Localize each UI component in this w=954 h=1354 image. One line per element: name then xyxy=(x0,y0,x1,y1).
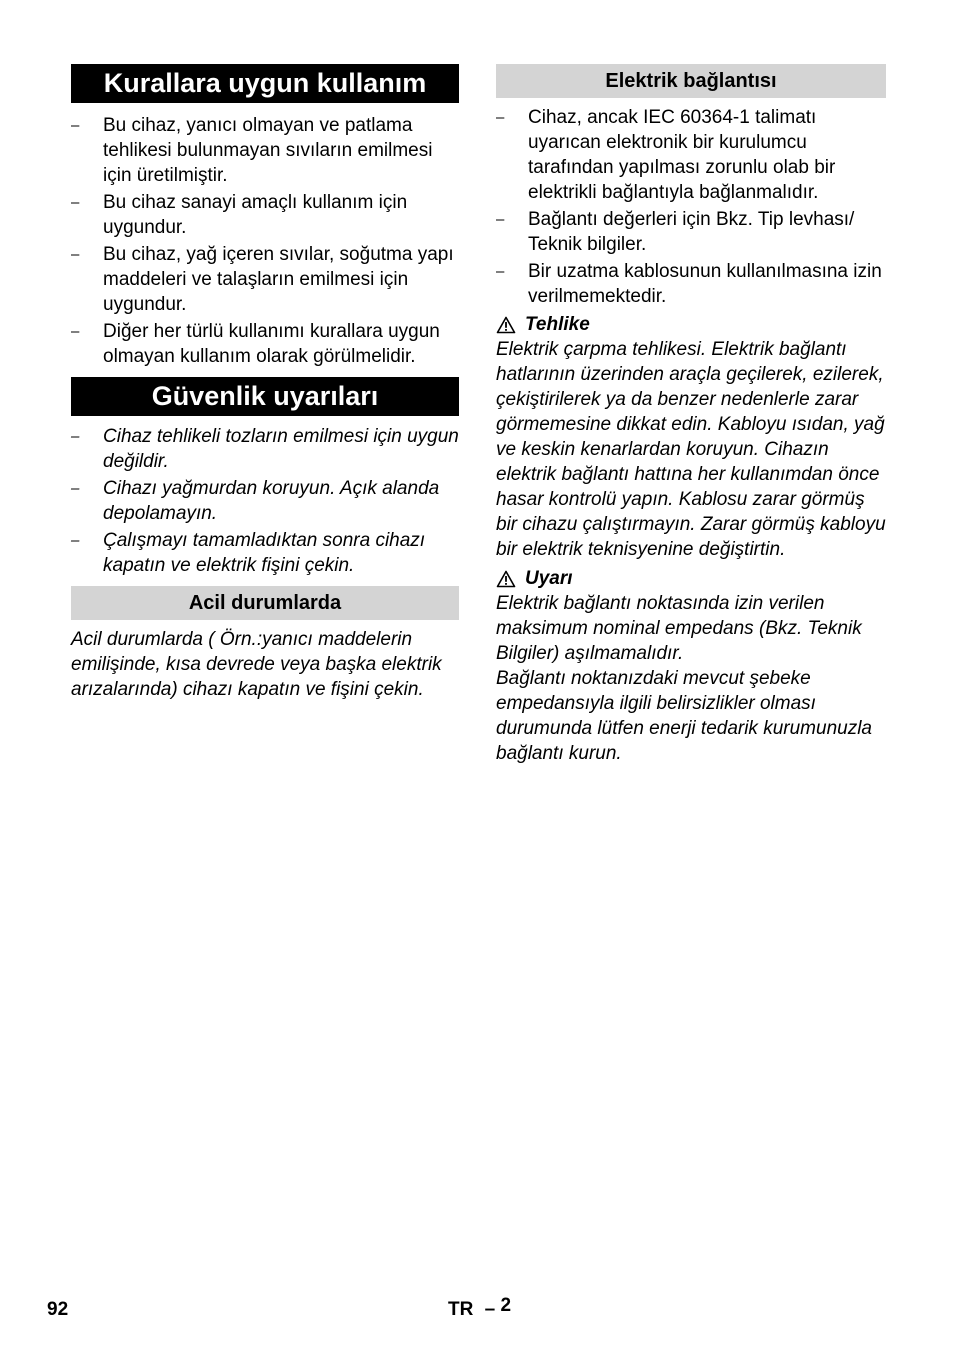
list-dash: – xyxy=(71,246,80,263)
list-item: – Bir uzatma kablosunun kullanılmasına izin verilmemektedir. xyxy=(496,261,882,307)
list-dash: – xyxy=(496,211,505,228)
emergency-text: Acil durumlarda ( Örn.:yanıcı maddelerin emilişinde, kısa devrede veya başka elektrik arızalarında) cihazı kapatın ve fişini çekin. xyxy=(71,629,442,700)
warning-label: Uyarı xyxy=(525,568,573,589)
right-column xyxy=(496,64,886,766)
warning-triangle-icon xyxy=(496,570,516,588)
list-item: – Cihaz tehlikeli tozların emilmesi için uygun değildir. xyxy=(71,426,459,472)
safety-list xyxy=(71,424,459,578)
footer-separator: – xyxy=(484,1299,496,1320)
section-page-number: 2 xyxy=(500,1295,512,1316)
page-number: 92 xyxy=(47,1299,69,1320)
list-item: – Cihaz, ancak IEC 60364-1 talimatı uyarıcan elektronik bir kurulumcu tarafından yapılması zorunlu olab bir elektrikli bağlantıyla bağlanmalıdır. xyxy=(496,107,836,203)
warning-text-2: Bağlantı noktanızdaki mevcut şebeke empedansıyla ilgili belirsizlikler olması durumunda lütfen enerji tedarik kurumunuzla bağlantı kurun. xyxy=(496,668,872,764)
section-title-emergency: Acil durumlarda xyxy=(71,586,459,620)
list-dash: – xyxy=(71,117,80,134)
danger-label: Tehlike xyxy=(525,314,590,335)
list-dash: – xyxy=(496,263,505,280)
list-item: – Çalışmayı tamamladıktan sonra cihazı kapatın ve elektrik fişini çekin. xyxy=(71,530,426,576)
warning-triangle-icon xyxy=(496,316,516,334)
section-title-electrical: Elektrik bağlantısı xyxy=(496,64,886,98)
list-item: – Bu cihaz, yanıcı olmayan ve patlama tehlikesi bulunmayan sıvıların emilmesi için üretilmiştir. xyxy=(71,115,433,186)
list-item: – Bağlantı değerleri için Bkz. Tip levhası/ Teknik bilgiler. xyxy=(496,209,855,255)
section-title-intended-use: Kurallara uygun kullanım xyxy=(71,64,459,103)
list-dash: – xyxy=(71,194,80,211)
list-item: – Cihazı yağmurdan koruyun. Açık alanda depolamayın. xyxy=(71,478,440,524)
list-item: – Bu cihaz, yağ içeren sıvılar, soğutma yapı maddeleri ve talaşların emilmesi için uygundur. xyxy=(71,244,454,315)
list-dash: – xyxy=(71,428,80,445)
danger-text: Elektrik çarpma tehlikesi. Elektrik bağlantı hatlarının üzerinden araçla geçilerek, ezilerek, çekiştirilerek ya da benzer nedenlerle zarar görmemesine dikkat edin. Kabloyu ısıdan, yağ ve keskin kenarlardan koruyun. Cihazın elektrik bağlantı hattına her kullanımdan önce hasar kontrolü yapın. Kablosu zarar görmüş bir cihazu çalıştırmayın. Zarar görmüş kabloyu bir elektrik teknisyenine değiştirtin. xyxy=(496,339,886,560)
list-dash: – xyxy=(71,480,80,497)
electrical-list xyxy=(496,105,886,309)
list-item: – Bu cihaz sanayi amaçlı kullanım için uygundur. xyxy=(71,192,408,238)
language-code: TR xyxy=(448,1299,474,1320)
list-dash: – xyxy=(71,532,80,549)
intended-use-list xyxy=(71,113,459,369)
section-title-safety: Güvenlik uyarıları xyxy=(71,377,459,416)
left-column xyxy=(71,64,459,702)
list-dash: – xyxy=(71,323,80,340)
danger-heading xyxy=(496,312,886,337)
warning-heading xyxy=(496,566,886,591)
footer-language-section xyxy=(448,1295,512,1321)
warning-text-1: Elektrik bağlantı noktasında izin verilen maksimum nominal empedans (Bkz. Teknik Bilgiler) aşılmamalıdır. xyxy=(496,593,862,664)
list-dash: – xyxy=(496,109,505,126)
list-item: – Diğer her türlü kullanımı kurallara uygun olmayan kullanım olarak görülmelidir. xyxy=(71,321,440,367)
